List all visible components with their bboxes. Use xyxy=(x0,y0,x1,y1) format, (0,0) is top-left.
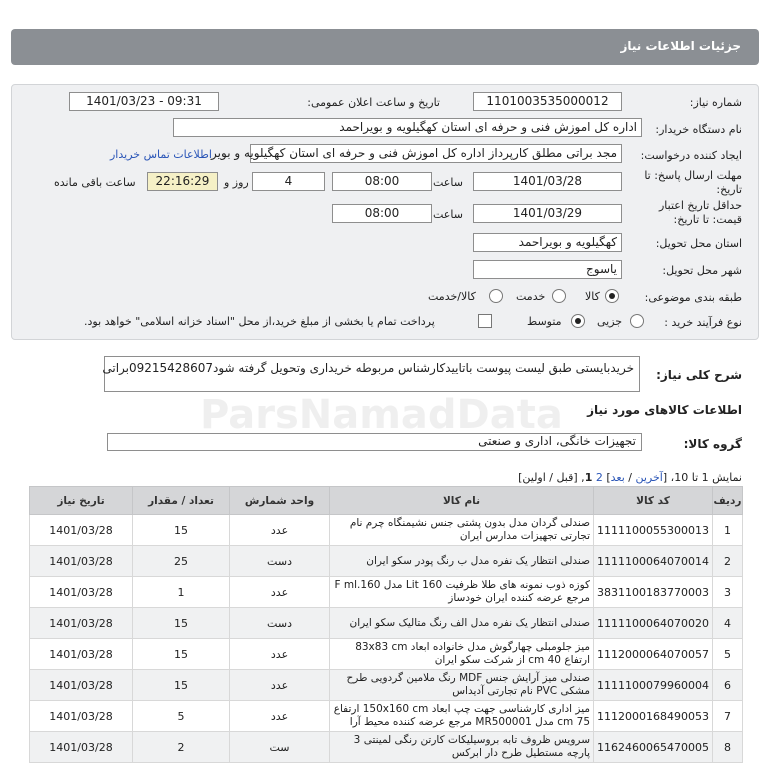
treasury-payment-checkbox[interactable] xyxy=(478,314,492,328)
page-header xyxy=(11,29,759,65)
col-qty: تعداد / مقدار xyxy=(133,487,230,515)
pagination-first-prev: [قبل / اولین] xyxy=(518,471,578,484)
validity-date-field: 1401/03/29 xyxy=(473,204,622,223)
cell-row: 2 xyxy=(713,546,743,577)
col-date: تاریخ نیاز xyxy=(30,487,133,515)
category-radio-goods-service[interactable] xyxy=(489,289,503,303)
cell-row: 3 xyxy=(713,577,743,608)
cell-date: 1401/03/28 xyxy=(30,670,133,701)
cell-code: 1111100079960004 xyxy=(594,670,713,701)
cell-unit: ست xyxy=(230,732,330,763)
cell-code: 3831100183770003 xyxy=(594,577,713,608)
remaining-time-field: 22:16:29 xyxy=(147,172,218,191)
buyer-org-field: اداره کل اموزش فنی و حرفه ای استان کهگیلویه و بویراحمد xyxy=(173,118,642,137)
goods-group-field: تجهیزات خانگی، اداری و صنعتی xyxy=(107,433,642,451)
deadline-time-field: 08:00 xyxy=(332,172,432,191)
validity-time-field: 08:00 xyxy=(332,204,432,223)
cell-qty: 15 xyxy=(133,639,230,670)
category-option-goods-service: کالا/خدمت xyxy=(428,290,476,303)
cell-unit: عدد xyxy=(230,577,330,608)
col-unit: واحد شمارش xyxy=(230,487,330,515)
deadline-label: مهلت ارسال پاسخ: تا تاریخ: xyxy=(644,169,742,196)
treasury-payment-note: پرداخت تمام یا بخشی از مبلغ خرید،از محل "اسناد خزانه اسلامی" خواهد بود. xyxy=(84,315,435,328)
cell-unit: عدد xyxy=(230,515,330,546)
cell-row: 1 xyxy=(713,515,743,546)
announce-field: 1401/03/23 - 09:31 xyxy=(69,92,219,111)
city-label: شهر محل تحویل: xyxy=(662,264,742,277)
process-radio-medium[interactable] xyxy=(571,314,585,328)
need-number-label: شماره نیاز: xyxy=(689,96,742,109)
validity-label: حداقل تاریخ اعتبار قیمت: تا تاریخ: xyxy=(658,199,742,226)
days-label: روز و xyxy=(224,176,249,189)
cell-qty: 2 xyxy=(133,732,230,763)
cell-code: 1111100064070014 xyxy=(594,546,713,577)
cell-code: 1111100055300013 xyxy=(594,515,713,546)
cell-unit: دست xyxy=(230,546,330,577)
buyer-org-label: نام دستگاه خریدار: xyxy=(655,123,742,136)
deadline-time-label: ساعت xyxy=(433,176,463,189)
col-name: نام کالا xyxy=(330,487,594,515)
cell-name: صندلی میز آرایش جنس MDF رنگ ملامین گردویی طرح مشکی PVC نام تجارتی آدیداس xyxy=(330,670,594,701)
table-row xyxy=(30,608,743,639)
process-option-medium: متوسط xyxy=(527,315,562,328)
cell-code: 1112000168490053 xyxy=(594,701,713,732)
cell-unit: عدد xyxy=(230,639,330,670)
cell-date: 1401/03/28 xyxy=(30,701,133,732)
cell-unit: عدد xyxy=(230,670,330,701)
category-option-goods: کالا xyxy=(585,290,600,303)
cell-qty: 25 xyxy=(133,546,230,577)
cell-date: 1401/03/28 xyxy=(30,639,133,670)
col-code: کد کالا xyxy=(594,487,713,515)
cell-name: میز جلومبلی چهارگوش مدل خانواده ابعاد 83x83 cm ارتفاع 40 cm از شرکت سکو ایران xyxy=(330,639,594,670)
cell-code: 1111100064070020 xyxy=(594,608,713,639)
need-number-field: 1101003535000012 xyxy=(473,92,622,111)
category-label: طبقه بندی موضوعی: xyxy=(644,291,742,304)
description-label: شرح کلی نیاز: xyxy=(656,368,742,382)
process-option-minor: جزیی xyxy=(597,315,623,328)
pagination-next-link[interactable]: بعد xyxy=(610,471,625,484)
cell-qty: 15 xyxy=(133,670,230,701)
cell-unit: عدد xyxy=(230,701,330,732)
province-field: کهگیلویه و بویراحمد xyxy=(473,233,622,252)
category-radio-service[interactable] xyxy=(552,289,566,303)
cell-date: 1401/03/28 xyxy=(30,608,133,639)
cell-row: 8 xyxy=(713,732,743,763)
cell-code: 1112000064070057 xyxy=(594,639,713,670)
days-field: 4 xyxy=(252,172,325,191)
announce-label: تاریخ و ساعت اعلان عمومی: xyxy=(307,96,440,109)
category-radio-goods[interactable] xyxy=(605,289,619,303)
category-option-service: خدمت xyxy=(516,290,546,303)
cell-name: صندلی انتظار یک نفره مدل الف رنگ متالیک سکو ایران xyxy=(330,608,594,639)
table-row xyxy=(30,515,743,546)
cell-row: 6 xyxy=(713,670,743,701)
cell-name: صندلی گردان مدل بدون پشتی جنس نشیمنگاه چرم نام تجارتی تجهیزات مدارس ایران xyxy=(330,515,594,546)
watermark: ParsNamadData xyxy=(200,392,563,438)
cell-qty: 5 xyxy=(133,701,230,732)
table-row xyxy=(30,670,743,701)
cell-row: 5 xyxy=(713,639,743,670)
cell-name: صندلی انتظار یک نفره مدل ب رنگ پودر سکو ایران xyxy=(330,546,594,577)
table-row xyxy=(30,732,743,763)
table-row xyxy=(30,577,743,608)
pagination-last-link[interactable]: آخرین xyxy=(635,471,663,484)
goods-table-body xyxy=(30,515,743,763)
pagination-summary: نمایش 1 تا 10، xyxy=(670,471,742,484)
table-row xyxy=(30,639,743,670)
cell-name: کوزه ذوب نمونه های طلا ظرفیت Lit 160 مدل F ml.160 مرجع عرضه کننده ایران خودساز xyxy=(330,577,594,608)
province-label: استان محل تحویل: xyxy=(655,237,742,250)
cell-date: 1401/03/28 xyxy=(30,515,133,546)
cell-date: 1401/03/28 xyxy=(30,577,133,608)
description-field: خریدبایستی طبق لیست پیوست باتاییدکارشناس مربوطه خریداری وتحویل گرفته شود09215428607براتی xyxy=(104,356,640,392)
pagination: نمایش 1 تا 10، [آخرین / بعد] 2 1, [قبل / اولین] xyxy=(518,471,742,484)
page-title: جزئیات اطلاعات نیاز xyxy=(620,39,741,53)
remaining-label: ساعت باقی مانده xyxy=(54,176,136,189)
cell-qty: 15 xyxy=(133,515,230,546)
cell-row: 4 xyxy=(713,608,743,639)
table-row xyxy=(30,546,743,577)
requester-label: ایجاد کننده درخواست: xyxy=(640,149,742,162)
cell-unit: دست xyxy=(230,608,330,639)
contact-buyer-link[interactable]: اطلاعات تماس خریدار xyxy=(110,148,212,161)
deadline-date-field: 1401/03/28 xyxy=(473,172,622,191)
cell-row: 7 xyxy=(713,701,743,732)
goods-table xyxy=(29,486,743,763)
goods-table-header xyxy=(30,487,743,515)
requester-field: مجد براتی مطلق کارپرداز اداره کل اموزش فنی و حرفه ای استان کهگیلویه و بویر xyxy=(250,144,622,163)
cell-qty: 15 xyxy=(133,608,230,639)
cell-date: 1401/03/28 xyxy=(30,732,133,763)
cell-name: سرویس ظروف تابه بروسیلیکات کارتن رنگی لمینتی 3 پارچه مستطیل طرح دار ابرکس xyxy=(330,732,594,763)
pagination-page-2[interactable]: 2 xyxy=(595,471,603,484)
city-field: یاسوج xyxy=(473,260,622,279)
goods-group-label: گروه کالا: xyxy=(683,437,742,451)
table-row xyxy=(30,701,743,732)
cell-qty: 1 xyxy=(133,577,230,608)
col-row: ردیف xyxy=(713,487,743,515)
validity-time-label: ساعت xyxy=(433,208,463,221)
process-label: نوع فرآیند خرید : xyxy=(664,316,742,329)
cell-date: 1401/03/28 xyxy=(30,546,133,577)
pagination-page-1: 1 xyxy=(584,471,593,484)
goods-section-title: اطلاعات کالاهای مورد نیاز xyxy=(587,403,742,417)
cell-name: میز اداری کارشناسی جهت چپ ابعاد 150x160 cm ارتفاع 75 cm مدل MR500001 مرجع عرضه کننده محیط آرا xyxy=(330,701,594,732)
process-radio-minor[interactable] xyxy=(630,314,644,328)
cell-code: 1162460065470005 xyxy=(594,732,713,763)
